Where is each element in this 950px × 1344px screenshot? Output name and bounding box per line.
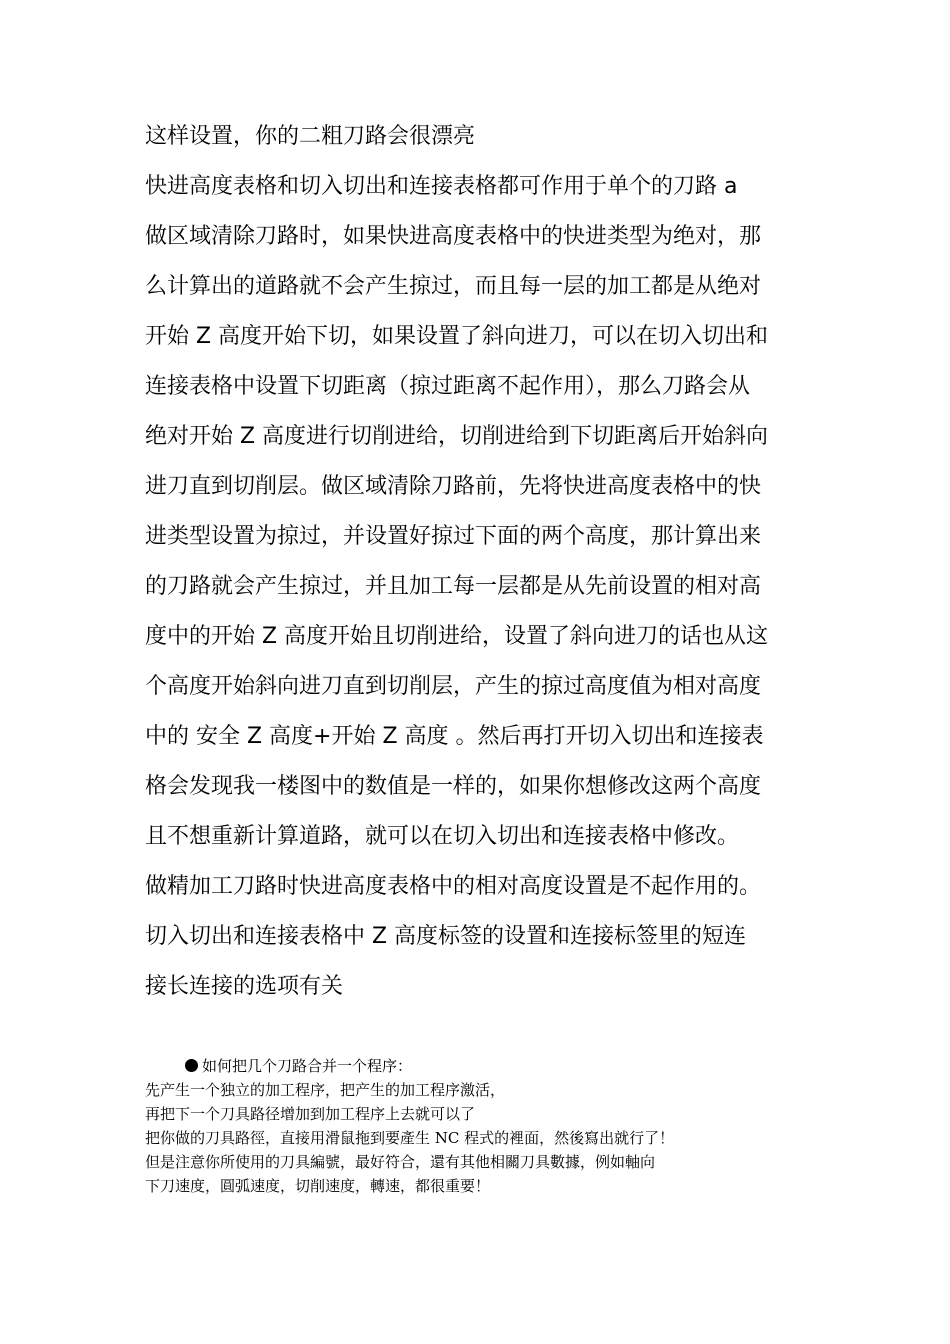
bullet-icon xyxy=(185,1059,198,1072)
note-line: 把你做的刀具路徑，直接用滑鼠拖到要產生 NC 程式的裡面，然後寫出就行了！ xyxy=(145,1129,675,1147)
text-line: 切入切出和连接表格中 Z 高度标签的设置和连接标签里的短连 xyxy=(145,924,747,949)
merge-program-note xyxy=(145,1054,825,1198)
text-line: 的刀路就会产生掠过，并且加工每一层都是从先前设置的相对高 xyxy=(145,574,762,599)
note-heading xyxy=(145,1054,825,1078)
text-line: 绝对开始 Z 高度进行切削进给，切削进给到下切距离后开始斜向 xyxy=(145,424,769,449)
note-line: 再把下一个刀具路径增加到加工程序上去就可以了 xyxy=(145,1105,476,1123)
text-line: 么计算出的道路就不会产生掠过，而且每一层的加工都是从绝对 xyxy=(145,274,762,299)
text-line: 做精加工刀路时快进高度表格中的相对高度设置是不起作用的。 xyxy=(145,874,762,899)
text-line: 接长连接的选项有关 xyxy=(145,974,344,999)
text-line: 个高度开始斜向进刀直到切削层，产生的掠过高度值为相对高度 xyxy=(145,674,762,699)
text-line: 且不想重新计算道路，就可以在切入切出和连接表格中修改。 xyxy=(145,824,740,849)
text-line: 快进高度表格和切入切出和连接表格都可作用于单个的刀路 a xyxy=(145,174,738,199)
text-line: 中的 安全 Z 高度+开始 Z 高度 。然后再打开切入切出和连接表 xyxy=(145,724,764,749)
text-line: 度中的开始 Z 高度开始且切削进给，设置了斜向进刀的话也从这 xyxy=(145,624,769,649)
note-line: 先产生一个独立的加工程序，把产生的加工程序激活， xyxy=(145,1081,506,1099)
text-line: 开始 Z 高度开始下切，如果设置了斜向进刀，可以在切入切出和 xyxy=(145,324,769,349)
text-line: 这样设置，你的二粗刀路会很漂亮 xyxy=(145,124,476,149)
note-heading-text: 如何把几个刀路合并一个程序： xyxy=(202,1057,413,1075)
note-line: 但是注意你所使用的刀具編號，最好符合，還有其他相關刀具數據，例如軸向 xyxy=(145,1153,656,1171)
text-line: 进类型设置为掠过，并设置好掠过下面的两个高度，那计算出来 xyxy=(145,524,762,549)
note-line: 下刀速度，圓弧速度，切削速度，轉速，都很重要！ xyxy=(145,1177,491,1195)
main-paragraph xyxy=(145,112,825,1012)
text-line: 做区域清除刀路时，如果快进高度表格中的快进类型为绝对，那 xyxy=(145,224,762,249)
text-line: 连接表格中设置下切距离（掠过距离不起作用），那么刀路会从 xyxy=(145,374,751,399)
text-line: 进刀直到切削层。做区域清除刀路前，先将快进高度表格中的快 xyxy=(145,474,762,499)
text-line: 格会发现我一楼图中的数值是一样的，如果你想修改这两个高度 xyxy=(145,774,762,799)
